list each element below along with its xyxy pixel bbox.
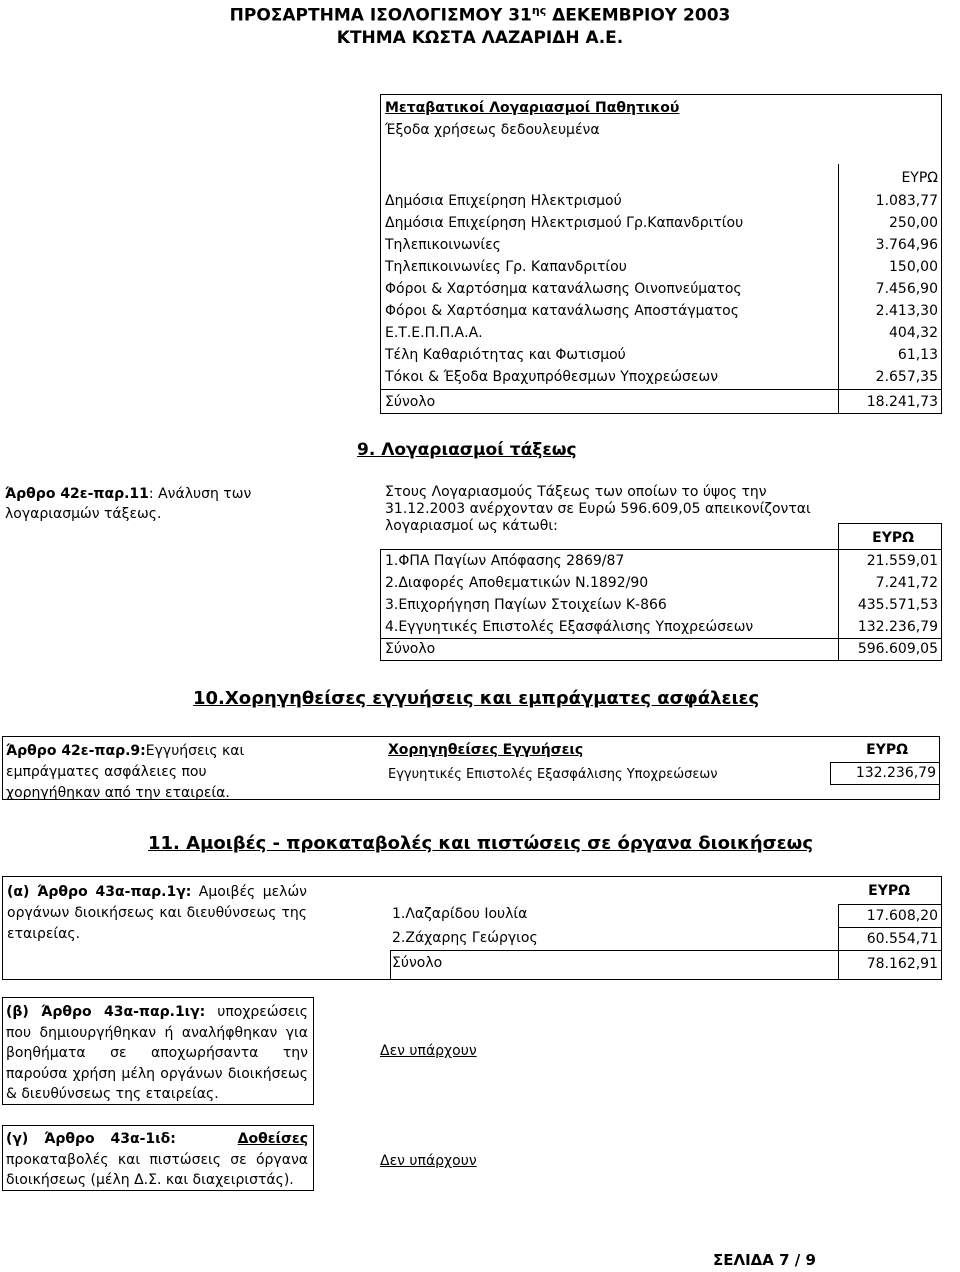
section11a-row-label: 2.Ζάχαρης Γεώργιος	[392, 930, 538, 946]
section9-table-right-line	[941, 523, 942, 661]
section9-row-value: 21.559,01	[866, 553, 938, 569]
section10-value-left	[830, 762, 831, 784]
section9-article-bold: Άρθρο 42ε-παρ.11	[5, 486, 149, 502]
transitory-row-value: 2.657,35	[875, 369, 938, 385]
section9-table-bottom-line	[380, 660, 942, 661]
section9-total-label: Σύνολο	[385, 641, 436, 657]
section10-row-label: Εγγυητικές Επιστολές Εξασφάλισης Υποχρεώσεων	[388, 767, 718, 782]
transitory-row-label: Τέλη Καθαριότητας και Φωτισμού	[385, 347, 626, 363]
transitory-row-label: Δημόσια Επιχείρηση Ηλεκτρισμού Γρ.Καπανδριτίου	[385, 215, 744, 231]
section10-currency: ΕΥΡΩ	[866, 742, 908, 758]
document-title-post: ΔΕΚΕΜΒΡΙΟΥ 2003	[546, 5, 731, 26]
section9-intro: Στους Λογαριασμούς Τάξεως των οποίων το ύψος την 31.12.2003 ανέρχονταν σε Ευρώ 596.609,05 απεικονίζονται λογαριασμοί ως κάτωθι:	[385, 484, 811, 534]
section11b-article-bold: (β) Άρθρο 43α-παρ.1ιγ:	[6, 1004, 206, 1020]
section11b-value: Δεν υπάρχουν	[380, 1043, 477, 1059]
transitory-row-value: 7.456,90	[875, 281, 938, 297]
document-title-sup: ης	[531, 4, 547, 17]
section11a-article	[7, 882, 307, 945]
section11a-total-value: 78.162,91	[866, 956, 938, 972]
transitory-accounts-box	[380, 94, 942, 414]
section10-article-rest: Εγγυήσεις και εμπράγματες ασφάλειες που χορηγήθηκαν από την εταιρεία.	[6, 743, 245, 801]
transitory-row-label: Δημόσια Επιχείρηση Ηλεκτρισμού	[385, 193, 622, 209]
transitory-row-label: Ε.Τ.Ε.Π.Π.Α.Α.	[385, 325, 483, 341]
transitory-row-value: 2.413,30	[875, 303, 938, 319]
document-title-pre: ΠΡΟΣΑΡΤΗΜΑ ΙΣΟΛΟΓΙΣΜΟΥ 31	[229, 5, 532, 26]
transitory-total-label: Σύνολο	[385, 394, 436, 410]
transitory-row-label: Τηλεπικοινωνίες Γρ. Καπανδριτίου	[385, 259, 627, 275]
section9-currency: ΕΥΡΩ	[872, 530, 914, 546]
transitory-row-value: 150,00	[889, 259, 938, 275]
section11a-total-label: Σύνολο	[392, 955, 443, 971]
section10-article-bold: Άρθρο 42ε-παρ.9:	[6, 743, 146, 759]
section9-row-value: 132.236,79	[857, 619, 938, 635]
transitory-row-label: Τόκοι & Έξοδα Βραχυπρόθεσμων Υποχρεώσεων	[385, 369, 719, 385]
transitory-row-value: 404,32	[889, 325, 938, 341]
section11a-row-label: 1.Λαζαρίδου Ιουλία	[392, 906, 528, 922]
section10-column-header: Χορηγηθείσες Εγγυήσεις	[388, 742, 584, 758]
section9-title: 9. Λογαριασμοί τάξεως	[357, 440, 577, 460]
section9-article-rest: : Ανάλυση των λογαριασμών τάξεως.	[5, 486, 252, 522]
transitory-row-label: Φόροι & Χαρτόσημα κατανάλωσης Αποστάγματος	[385, 303, 739, 319]
section9-article	[5, 484, 295, 524]
section11a-total-divider	[390, 950, 942, 951]
transitory-row-value: 3.764,96	[875, 237, 938, 253]
section11a-article-bold: (α) Άρθρο 43α-παρ.1γ:	[7, 884, 192, 900]
section11a-currency: ΕΥΡΩ	[868, 883, 910, 899]
section11a-row-value: 60.554,71	[866, 931, 938, 947]
section9-row-label: 2.Διαφορές Αποθεματικών Ν.1892/90	[385, 575, 649, 591]
transitory-row-value: 250,00	[889, 215, 938, 231]
section9-row-label: 4.Εγγυητικές Επιστολές Εξασφάλισης Υποχρεώσεων	[385, 619, 754, 635]
section9-row-label: 3.Επιχορήγηση Παγίων Στοιχείων Κ-866	[385, 597, 667, 613]
section11-title: 11. Αμοιβές - προκαταβολές και πιστώσεις σε όργανα διοικήσεως	[148, 833, 813, 854]
section10-value-top	[830, 762, 940, 763]
document-title	[0, 4, 960, 26]
transitory-row-value: 61,13	[897, 347, 938, 363]
transitory-title: Μεταβατικοί Λογαριασμοί Παθητικού	[385, 100, 680, 116]
transitory-currency: ΕΥΡΩ	[901, 170, 938, 186]
section9-total-divider	[380, 638, 942, 639]
section11c-article-bold-underlined: Δοθείσες	[237, 1131, 308, 1147]
transitory-row-label: Φόροι & Χαρτόσημα κατανάλωσης Οινοπνεύματος	[385, 281, 742, 297]
section11a-total-left	[390, 950, 391, 980]
section11a-header-line	[838, 904, 942, 905]
section11a-article-rest: Αμοιβές μελών οργάνων διοικήσεως και διευθύνσεως της εταιρείας.	[7, 884, 307, 942]
transitory-row-label: Τηλεπικοινωνίες	[385, 237, 501, 253]
section9-row-value: 435.571,53	[857, 597, 938, 613]
section9-total-value: 596.609,05	[857, 641, 938, 657]
transitory-subtitle: Έξοδα χρήσεως δεδουλευμένα	[385, 122, 600, 138]
section11b-article	[6, 1002, 308, 1105]
company-name: ΚΤΗΜΑ ΚΩΣΤΑ ΛΑΖΑΡΙΔΗ Α.Ε.	[336, 28, 624, 48]
section11c-value: Δεν υπάρχουν	[380, 1153, 477, 1169]
section9-table-top-line	[380, 549, 942, 550]
section11a-row-value: 17.608,20	[866, 908, 938, 924]
page-number: ΣΕΛΙΔΑ 7 / 9	[713, 1251, 816, 1269]
section9-row-value: 7.241,72	[875, 575, 938, 591]
section9-currency-top	[838, 523, 942, 524]
section9-table-left-line	[380, 549, 381, 661]
section11c-article-bold: (γ) Άρθρο 43α-1ιδ:	[6, 1131, 176, 1147]
transitory-total-divider	[380, 389, 942, 390]
section10-row-value: 132.236,79	[855, 765, 936, 781]
section10-title: 10.Χορηγηθείσες εγγυήσεις και εμπράγματες ασφάλειες	[193, 688, 760, 709]
section10-article	[6, 741, 266, 804]
section11b-article-rest: υποχρεώσεις που δημιουργήθηκαν ή αναλήφθηκαν για βοηθήματα σε αποχωρήσαντα την παρούσα χρήση μέλη οργάνων διοικήσεως & διευθύνσεως της εταιρείας.	[6, 1004, 308, 1102]
section9-row-label: 1.ΦΠΑ Παγίων Απόφασης 2869/87	[385, 553, 625, 569]
transitory-row-value: 1.083,77	[875, 193, 938, 209]
section11a-row-line	[838, 927, 942, 928]
transitory-total-value: 18.241,73	[866, 394, 938, 410]
section11c-article-rest: προκαταβολές και πιστώσεις σε όργανα διοικήσεως (μέλη Δ.Σ. και διαχειριστάς).	[6, 1151, 308, 1188]
section10-value-bottom	[830, 784, 940, 785]
section11c-article	[6, 1129, 308, 1191]
